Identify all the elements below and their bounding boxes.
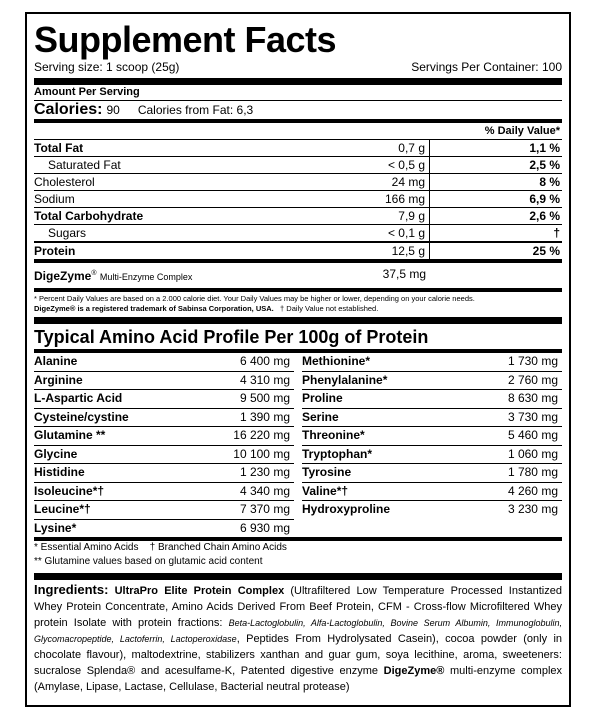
nutrient-name: Total Carbohydrate [34,209,144,223]
footnotes [34,292,562,317]
spacer [430,263,562,288]
calories-from-fat: Calories from Fat: 6,3 [137,103,254,117]
amount-per-serving: Amount Per Serving [34,86,140,98]
footnote-daily-value: * Percent Daily Values are based on a 2.000 calorie diet. Your Daily Values may be higher or lower, depending on your calorie needs. [34,294,475,303]
calories-row [34,101,562,119]
legend-line-1 [34,541,562,555]
ingredients-part-2: (Ultrafiltered Low Temperature Processed Instantized Whey Protein Concentrate, Amino Acids Derived From Beef Protein, CFM - Cross-flow Microfiltered Whey protein Isolate with protein fractions: [34,585,562,629]
amino-value: 4 260 mg [507,483,558,498]
amino-column-right [302,353,562,537]
nutrient-dv: 8 % [539,175,560,189]
amino-name: Threonine* [302,428,365,442]
nutrient-dv: 25 % [532,244,560,258]
amino-value: 4 340 mg [239,483,290,498]
amino-value: 1 730 mg [507,354,558,368]
footnote-trademark: DigeZyme® is a registered trademark of Sabinsa Corporation, USA. [34,304,274,313]
ingredients-part-4: , Peptides From Hydrolysated Casein), cocoa powder (only in chocolate flavour), maltodextrine, stabilizers xanthan and guar gum, soya lecithine, aroma, sweeteners: sucralose Splenda® and acesulfame-K, Patented digestive enzyme [34,633,563,677]
amino-value: 8 630 mg [507,391,558,405]
amino-value: 6 930 mg [239,520,290,535]
nutrient-dv: 1,1 % [529,141,560,155]
table-row [34,463,294,482]
footnote-line-2 [34,304,562,314]
amino-value: 1 390 mg [239,409,290,424]
table-row [34,190,562,207]
amino-value: 1 230 mg [239,465,290,479]
amino-value: 9 500 mg [239,391,290,405]
amino-name: Leucine*† [34,502,91,516]
table-row [34,482,294,501]
amino-value: 3 230 mg [507,502,558,516]
digezyme-brand: DigeZyme [34,269,92,283]
table-row [302,426,562,445]
nutrient-dv: 2,6 % [529,209,560,223]
table-row [34,426,294,445]
table-row [34,173,562,190]
nutrient-dv: 6,9 % [529,192,560,206]
nutrient-table [34,139,562,259]
amino-name: Tyrosine [302,465,352,479]
amino-name: Histidine [34,465,85,479]
legend-glutamine: ** Glutamine values based on glutamic acid content [34,556,263,567]
amino-name: Methionine* [302,354,370,368]
amino-value: 10 100 mg [233,446,290,461]
amino-name: Proline [302,391,343,405]
table-row [34,156,562,173]
nutrient-name: Cholesterol [34,175,95,189]
amino-name: Glutamine ** [34,428,106,442]
digezyme-row [34,263,562,288]
nutrient-name: Saturated Fat [48,158,121,172]
nutrient-name: Sugars [48,226,87,240]
nutrient-dv: † [553,226,560,240]
table-row [302,353,562,371]
ingredients-digezyme: DigeZyme® [383,665,445,677]
digezyme-name [34,263,310,288]
ingredients-text [34,580,562,695]
calories-label: Calories: [34,101,103,118]
ingredients-complex: UltraPro Elite Protein Complex [114,585,285,597]
table-row [34,408,294,427]
ingredients-part-6: multi-enzyme complex (Amylase, Lipase, Lactase, Cellulase, Bacterial neutral protease) [34,665,563,693]
amino-column-left [34,353,294,537]
table-row [34,139,562,156]
divider-thick [34,573,562,580]
servings-per-container: Servings Per Container: 100 [411,60,562,74]
amino-value: 1 780 mg [507,465,558,479]
nutrient-amount: 166 mg [310,191,430,207]
table-row [34,371,294,390]
serving-row [34,60,562,75]
table-row [302,463,562,482]
table-row [34,389,294,408]
amino-legend [34,541,562,569]
nutrient-name: Total Fat [34,141,84,155]
nutrient-dv: 2,5 % [529,158,560,172]
amino-value: 4 310 mg [239,372,290,387]
amino-name: Lysine* [34,520,77,535]
table-row [34,353,294,371]
footnote-dagger: † Daily Value not established. [280,304,379,313]
registered-mark: ® [91,270,97,277]
amino-name: Alanine [34,354,78,368]
amino-value: 1 060 mg [507,446,558,461]
ingredients-label: Ingredients: [34,582,109,597]
nutrient-amount: 24 mg [310,174,430,190]
table-row [34,224,562,241]
amino-value: 3 730 mg [507,409,558,424]
nutrient-amount: 12,5 g [310,243,430,259]
supplement-facts-label [25,12,571,707]
amino-value: 5 460 mg [507,428,558,442]
legend-bcaa: † Branched Chain Amino Acids [149,542,287,553]
table-row [302,500,562,519]
ingredients-fractions: Beta-Lactoglobulin, Alfa-Lactoglobulin, Bovine Serum Albumin, Immunoglobulin, Glycomacropeptide, Lactoferrin, Lactoperoxidase [34,618,562,644]
serving-size: Serving size: 1 scoop (25g) [34,60,180,74]
table-row [34,500,294,519]
table-row [34,445,294,464]
table-row [302,482,562,501]
nutrient-name: Protein [34,244,76,258]
amino-name: Hydroxyproline [302,502,391,516]
divider-thick [34,317,562,324]
nutrient-amount: 0,7 g [310,140,430,156]
amino-value: 7 370 mg [239,502,290,516]
calories-value: 90 [106,103,120,117]
table-row [302,389,562,408]
label-title: Supplement Facts [34,19,337,60]
amino-name: Phenylalanine* [302,372,388,387]
table-row [302,408,562,427]
daily-value-header: % Daily Value* [484,125,560,137]
table-row [302,445,562,464]
table-row [302,371,562,390]
nutrient-amount: < 0,1 g [310,225,430,241]
amino-name: Valine*† [302,483,349,498]
digezyme-amount: 37,5 mg [382,267,426,281]
amino-name: Isoleucine*† [34,483,105,498]
amino-value: 16 220 mg [233,428,290,442]
nutrient-name: Sodium [34,192,75,206]
divider-thick [34,78,562,85]
amino-name: Serine [302,409,339,424]
nutrient-amount: < 0,5 g [310,157,430,173]
table-row [34,241,562,259]
digezyme-desc: Multi-Enzyme Complex [99,272,193,282]
amino-value: 2 760 mg [507,372,558,387]
amino-acid-table [34,353,562,537]
amino-name: Cysteine/cystine [34,409,129,424]
table-row [34,207,562,224]
amino-name: L-Aspartic Acid [34,391,123,405]
amino-value: 6 400 mg [239,354,290,368]
nutrient-amount: 7,9 g [310,208,430,224]
amino-name: Arginine [34,372,83,387]
legend-essential: * Essential Amino Acids [34,542,139,553]
amino-name: Glycine [34,446,78,461]
table-row [34,519,294,538]
amino-acid-title: Typical Amino Acid Profile Per 100g of Protein [34,327,429,347]
amino-name: Tryptophan* [302,446,373,461]
